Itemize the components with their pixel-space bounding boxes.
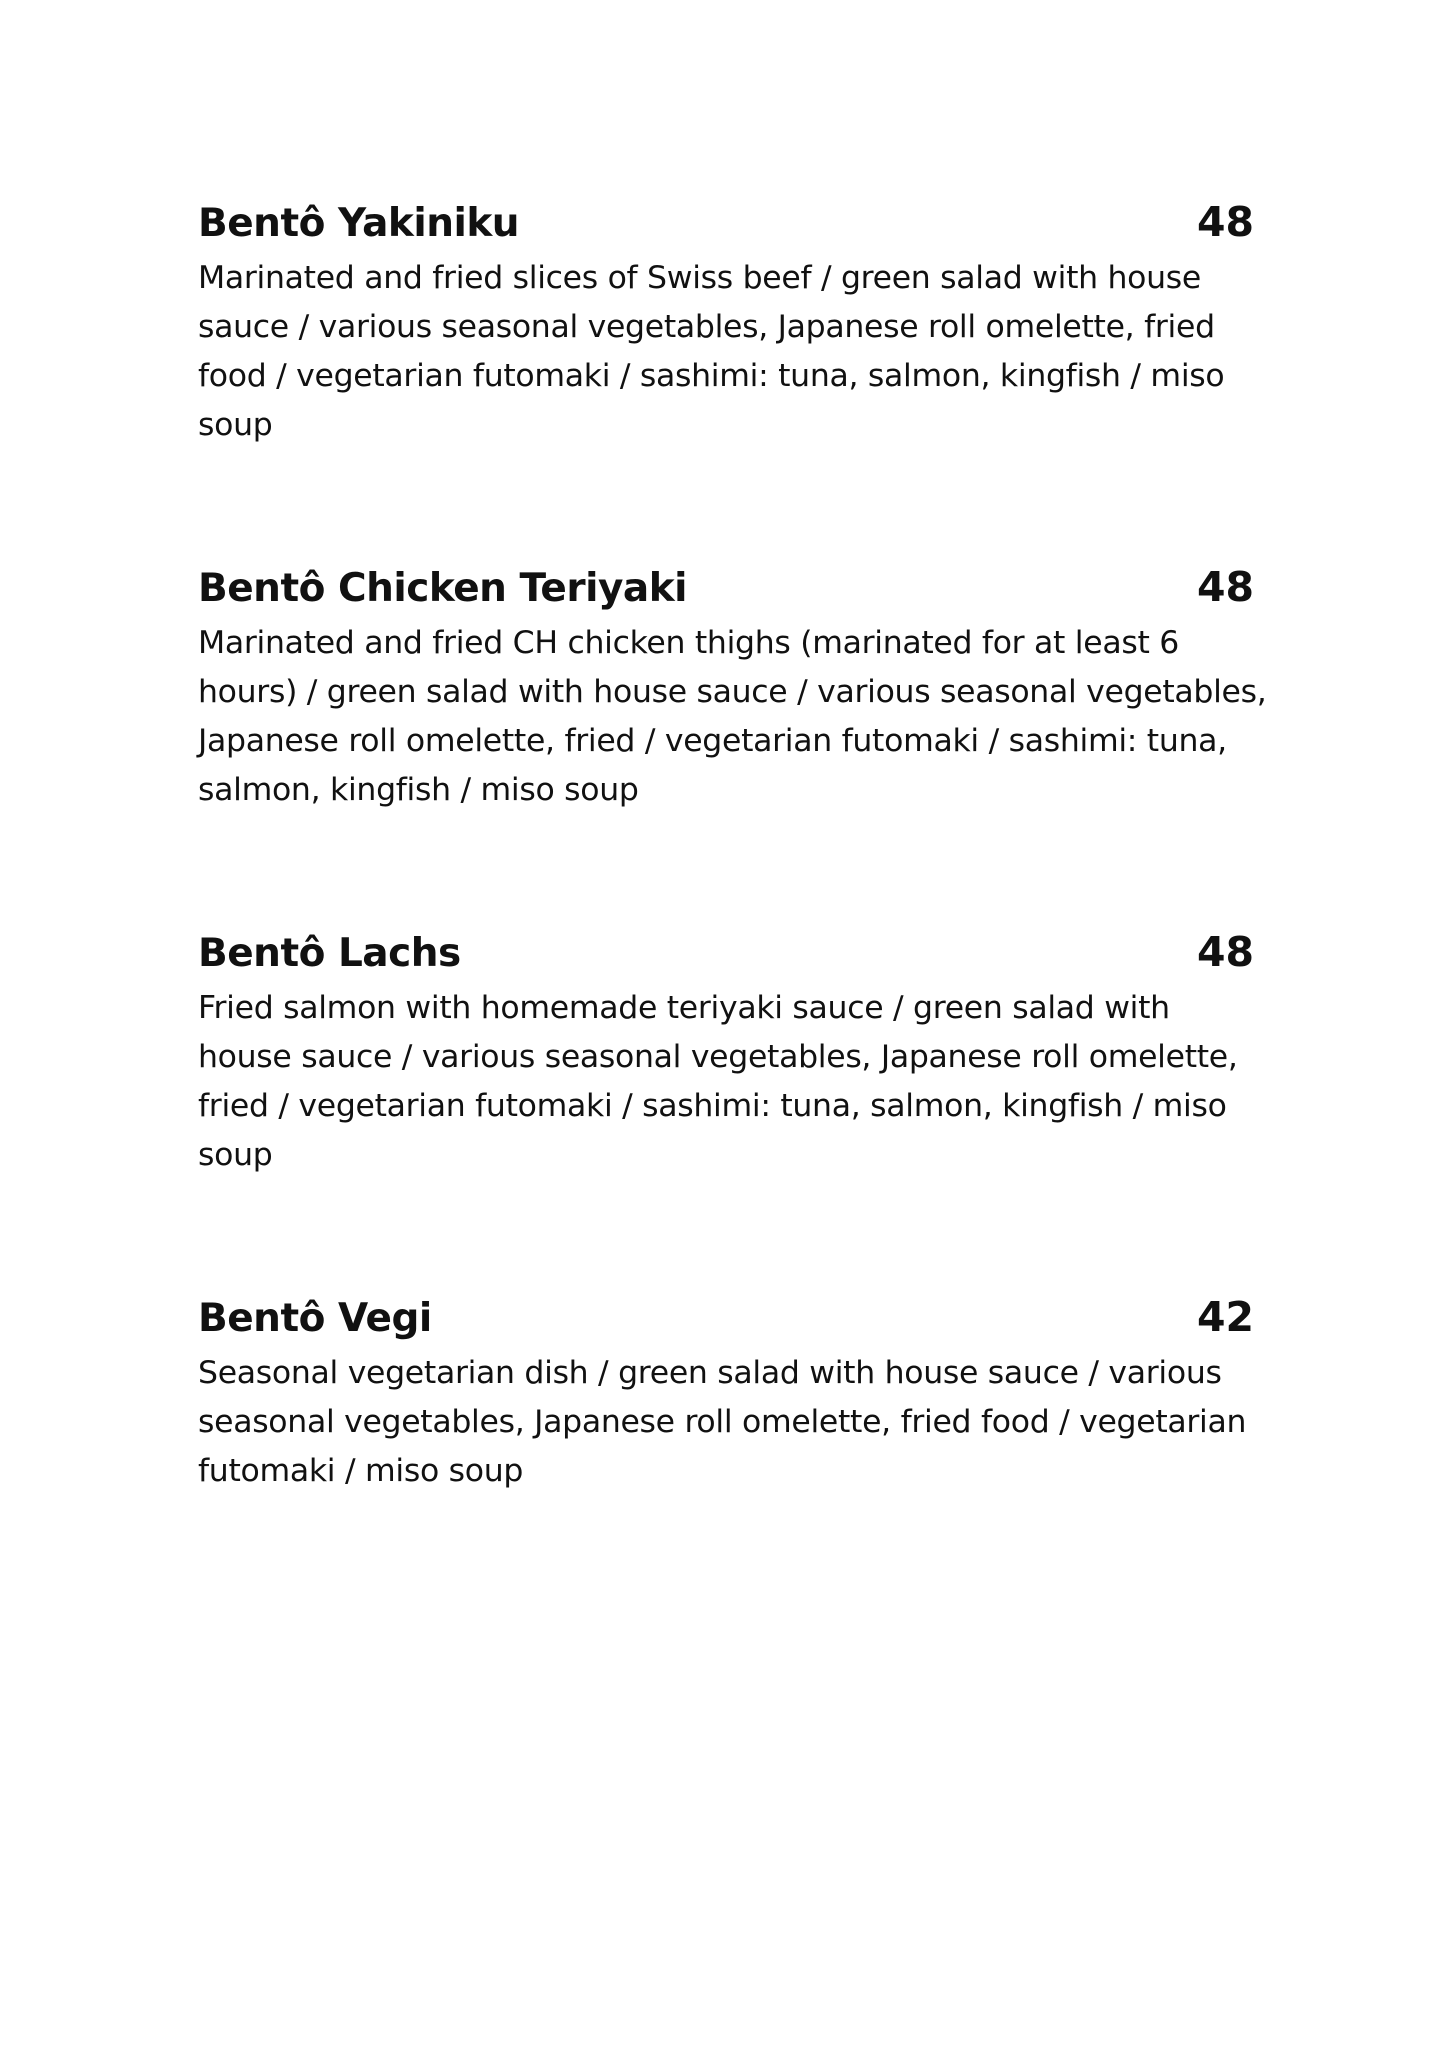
menu-item-header — [198, 557, 1254, 617]
menu-item-bento-chicken-teriyaki — [198, 557, 1267, 815]
menu-item-header — [198, 922, 1254, 982]
menu-item-bento-vegi — [198, 1287, 1254, 1496]
menu-item-header — [198, 1287, 1254, 1347]
menu-item-bento-yakiniku — [198, 192, 1254, 450]
menu-item-name: Bentô Vegi — [198, 1296, 432, 1341]
menu-item-name: Bentô Chicken Teriyaki — [198, 566, 688, 611]
menu-item-description: Marinated and fried CH chicken thighs (marinated for at least 6 hours) / green salad with house sauce / various seasonal vegetables, Japanese roll omelette, fried / vegetarian futomaki / sashimi: tuna, salmon, kingfish / miso soup — [198, 625, 1267, 808]
menu-item-price: 48 — [1196, 198, 1254, 246]
menu-item-description: Seasonal vegetarian dish / green salad with house sauce / various seasonal vegetables, Japanese roll omelette, fried food / vegetarian futomaki / miso soup — [198, 1355, 1247, 1489]
menu-item-name: Bentô Lachs — [198, 931, 461, 976]
menu-item-price: 48 — [1196, 563, 1254, 611]
menu-item-header — [198, 192, 1254, 252]
menu-item-description: Fried salmon with homemade teriyaki sauce / green salad with house sauce / various seasonal vegetables, Japanese roll omelette, fried / vegetarian futomaki / sashimi: tuna, salmon, kingfish / miso soup — [198, 990, 1238, 1173]
menu-item-name: Bentô Yakiniku — [198, 201, 520, 246]
menu-item-description: Marinated and fried slices of Swiss beef / green salad with house sauce / various seasonal vegetables, Japanese roll omelette, fried food / vegetarian futomaki / sashimi: tuna, salmon, kingfish / miso soup — [198, 260, 1225, 443]
menu-item-price: 42 — [1196, 1293, 1254, 1341]
menu-item-price: 48 — [1196, 928, 1254, 976]
menu-item-bento-lachs — [198, 922, 1254, 1180]
